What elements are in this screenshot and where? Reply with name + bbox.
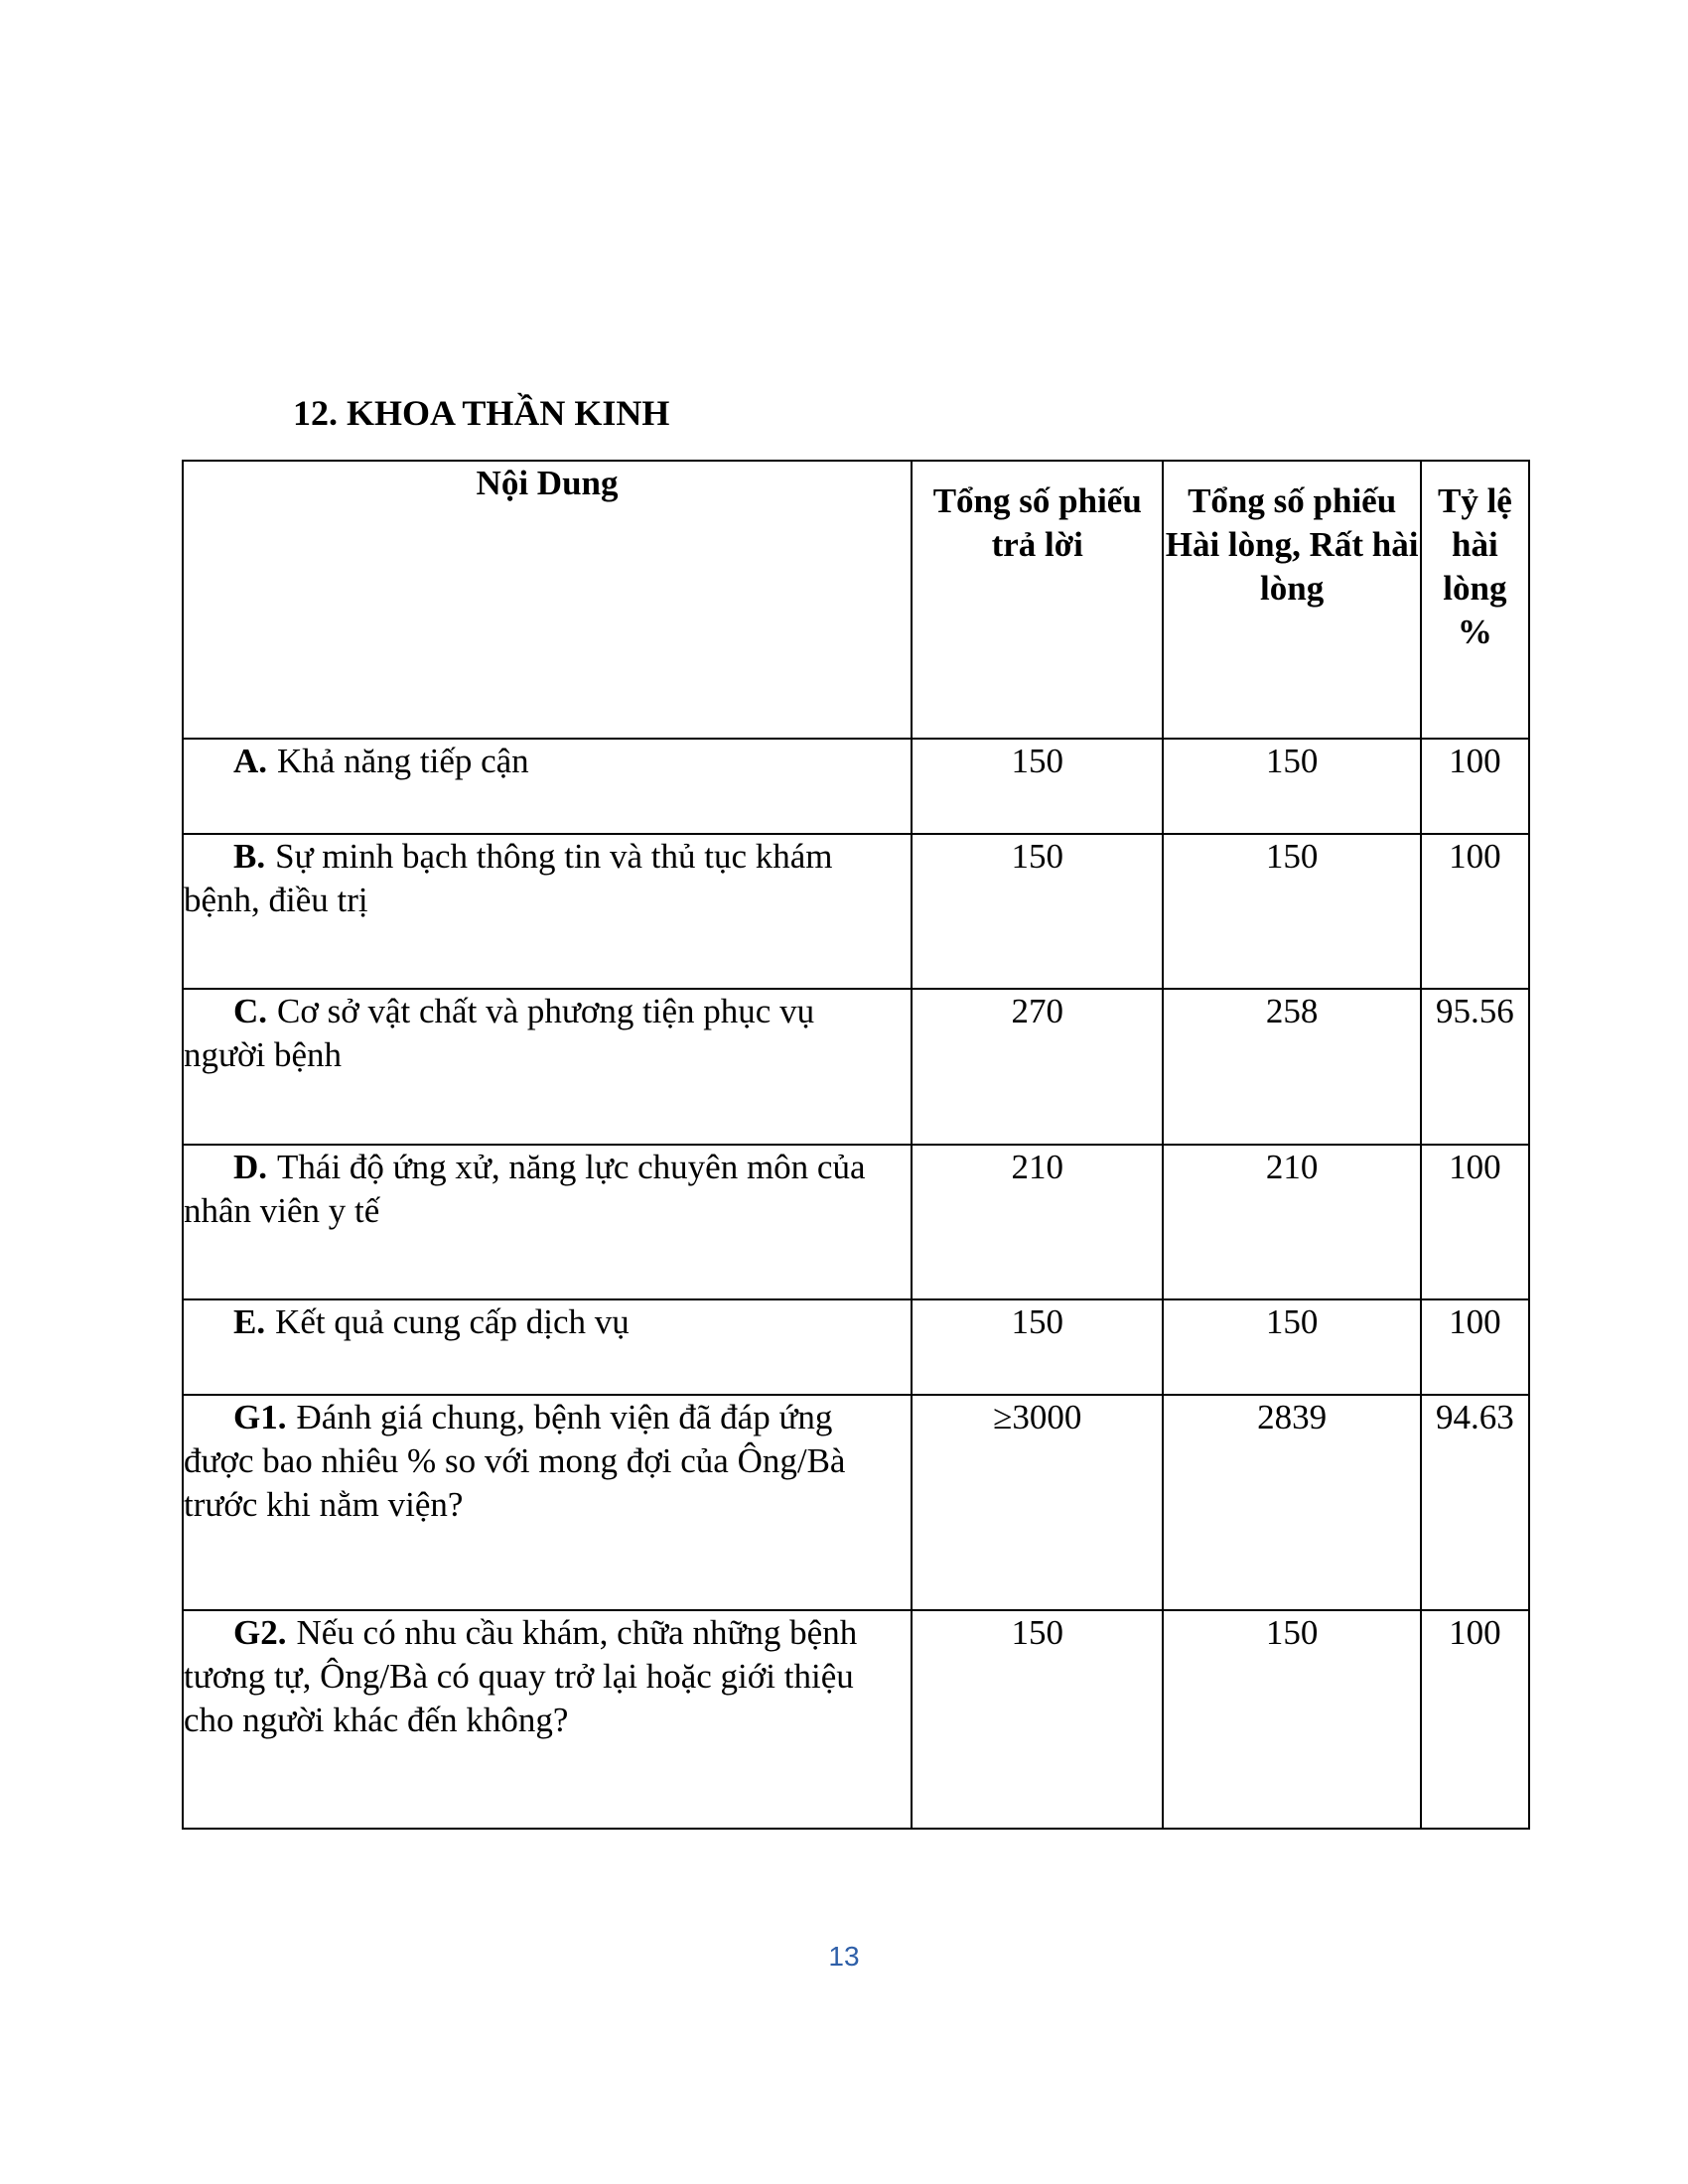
table-row xyxy=(183,739,1529,834)
row-content xyxy=(183,1395,912,1610)
row-text: Kết quả cung cấp dịch vụ xyxy=(275,1302,630,1341)
table-row xyxy=(183,1610,1529,1829)
row-satisfied: 150 xyxy=(1163,1299,1420,1395)
row-content xyxy=(183,989,912,1145)
header-total-responses-label: Tổng số phiếu trả lời xyxy=(932,481,1142,564)
row-text-continued: bệnh, điều trị xyxy=(184,881,368,919)
row-text: Thái độ ứng xử, năng lực chuyên môn của xyxy=(277,1148,866,1186)
row-satisfied: 150 xyxy=(1163,739,1420,834)
row-total: 150 xyxy=(912,1299,1163,1395)
row-letter: G1. xyxy=(233,1398,287,1436)
row-total: ≥3000 xyxy=(912,1395,1163,1610)
table-row xyxy=(183,989,1529,1145)
row-rate: 100 xyxy=(1421,834,1529,989)
satisfaction-table xyxy=(182,460,1530,1830)
header-satisfaction-rate xyxy=(1421,461,1529,739)
row-content xyxy=(183,739,912,834)
row-text-continued: người bệnh xyxy=(184,1035,342,1074)
row-text-continued: tương tự, Ông/Bà có quay trở lại hoặc giới thiệu cho người khác đến không? xyxy=(184,1657,854,1739)
row-content xyxy=(183,1145,912,1299)
row-total: 210 xyxy=(912,1145,1163,1299)
row-text: Cơ sở vật chất và phương tiện phục vụ xyxy=(277,992,815,1030)
row-total: 150 xyxy=(912,739,1163,834)
page-number: 13 xyxy=(828,1941,860,1972)
table-row xyxy=(183,834,1529,989)
row-rate: 100 xyxy=(1421,739,1529,834)
row-rate: 95.56 xyxy=(1421,989,1529,1145)
table-row xyxy=(183,1145,1529,1299)
header-satisfied-responses xyxy=(1163,461,1420,739)
row-letter: B. xyxy=(233,837,266,876)
row-letter: C. xyxy=(233,992,268,1030)
row-satisfied: 2839 xyxy=(1163,1395,1420,1610)
row-text: Khả năng tiếp cận xyxy=(277,742,529,780)
row-content xyxy=(183,834,912,989)
row-rate: 100 xyxy=(1421,1145,1529,1299)
row-content xyxy=(183,1299,912,1395)
row-total: 150 xyxy=(912,1610,1163,1829)
table-row xyxy=(183,1299,1529,1395)
row-text: Đánh giá chung, bệnh viện đã đáp ứng xyxy=(296,1398,833,1436)
row-rate: 100 xyxy=(1421,1299,1529,1395)
row-rate: 94.63 xyxy=(1421,1395,1529,1610)
row-letter: G2. xyxy=(233,1613,287,1652)
row-satisfied: 150 xyxy=(1163,1610,1420,1829)
header-content-label: Nội Dung xyxy=(476,464,619,502)
row-letter: A. xyxy=(233,742,268,780)
row-text: Nếu có nhu cầu khám, chữa những bệnh xyxy=(296,1613,858,1652)
header-total-responses xyxy=(912,461,1163,739)
row-text-continued: được bao nhiêu % so với mong đợi của Ông/Bà trước khi nằm viện? xyxy=(184,1441,846,1524)
row-letter: E. xyxy=(233,1302,266,1341)
row-rate: 100 xyxy=(1421,1610,1529,1829)
header-satisfaction-rate-label: Tỷ lệ hài lòng % xyxy=(1437,481,1512,651)
row-total: 150 xyxy=(912,834,1163,989)
row-satisfied: 258 xyxy=(1163,989,1420,1145)
row-satisfied: 210 xyxy=(1163,1145,1420,1299)
row-content xyxy=(183,1610,912,1829)
header-content xyxy=(183,461,912,739)
row-total: 270 xyxy=(912,989,1163,1145)
header-satisfied-responses-label: Tổng số phiếu Hài lòng, Rất hài lòng xyxy=(1165,481,1419,608)
row-satisfied: 150 xyxy=(1163,834,1420,989)
row-text: Sự minh bạch thông tin và thủ tục khám xyxy=(275,837,833,876)
section-heading: 12. KHOA THẦN KINH xyxy=(293,393,670,433)
row-letter: D. xyxy=(233,1148,268,1186)
table-row xyxy=(183,1395,1529,1610)
row-text-continued: nhân viên y tế xyxy=(184,1191,380,1230)
header-row xyxy=(183,461,1529,739)
